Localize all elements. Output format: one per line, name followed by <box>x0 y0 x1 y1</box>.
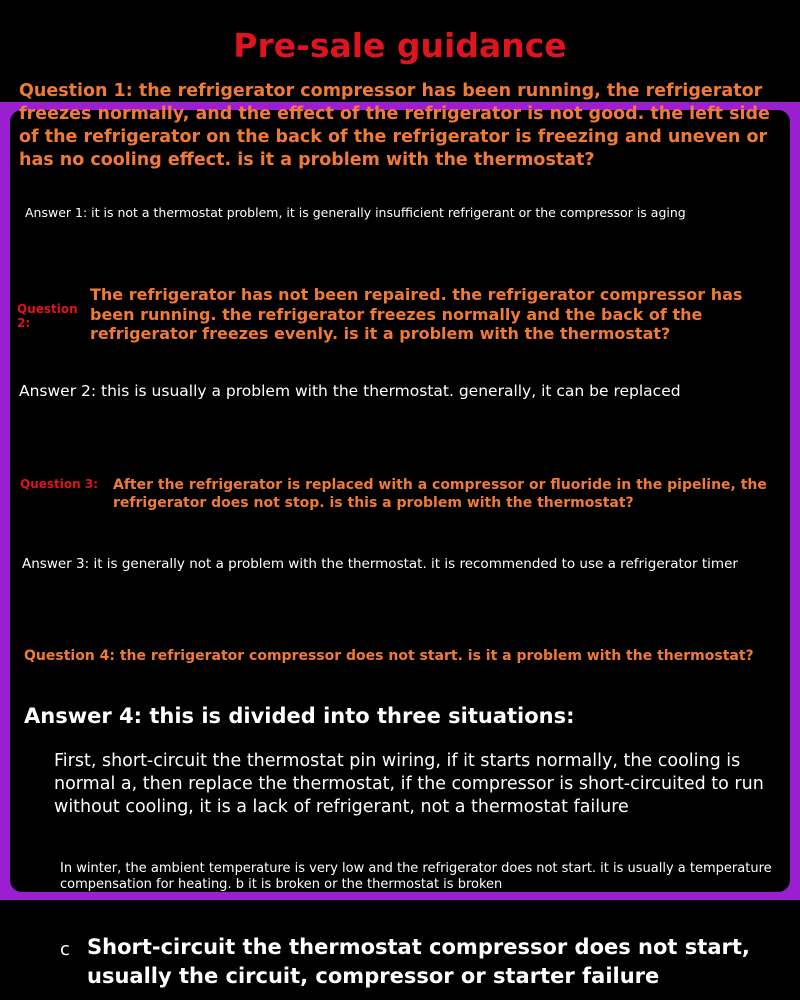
answer-3: Answer 3: it is generally not a problem with the thermostat. it is recommended to use a refrigerator timer <box>22 556 738 572</box>
answer-4-heading: Answer 4: this is divided into three situations: <box>24 704 575 728</box>
answer-2: Answer 2: this is usually a problem with the thermostat. generally, it can be replaced <box>19 382 681 400</box>
question-2: The refrigerator has not been repaired. the refrigerator compressor has been running. the refrigerator freezes normally and the back of the refrigerator freezes evenly. is it a problem with the thermostat? <box>90 285 743 343</box>
page-title: Pre-sale guidance <box>233 26 567 65</box>
answer-1: Answer 1: it is not a thermostat problem, it is generally insufficient refrigerant or the compressor is aging <box>25 205 686 220</box>
question-3: After the refrigerator is replaced with a compressor or fluoride in the pipeline, the refrigerator does not stop. is this a problem with the thermostat? <box>113 477 767 511</box>
answer-4-situation-c: Short-circuit the thermostat compressor does not start, usually the circuit, compressor or starter failure <box>87 935 750 988</box>
question-2-label: Question 2: <box>17 302 78 330</box>
situation-c-marker: c <box>60 939 70 960</box>
answer-4-situation-b: In winter, the ambient temperature is very low and the refrigerator does not start. it is usually a temperature compensation for heating. b it is broken or the thermostat is broken <box>60 861 772 892</box>
question-3-label: Question 3: <box>20 477 98 491</box>
question-1: Question 1: the refrigerator compressor has been running, the refrigerator freezes normally, and the effect of the refrigerator is not good. the left side of the refrigerator on the back of the refrigerator is freezing and uneven or has no cooling effect. is it a problem with the thermostat? <box>19 81 770 170</box>
answer-4-situation-a: First, short-circuit the thermostat pin wiring, if it starts normally, the cooling is normal a, then replace the thermostat, if the compressor is short-circuited to run without cooling, it is a lack of refrigerant, not a thermostat failure <box>54 751 764 817</box>
question-4: Question 4: the refrigerator compressor does not start. is it a problem with the thermostat? <box>24 648 754 664</box>
